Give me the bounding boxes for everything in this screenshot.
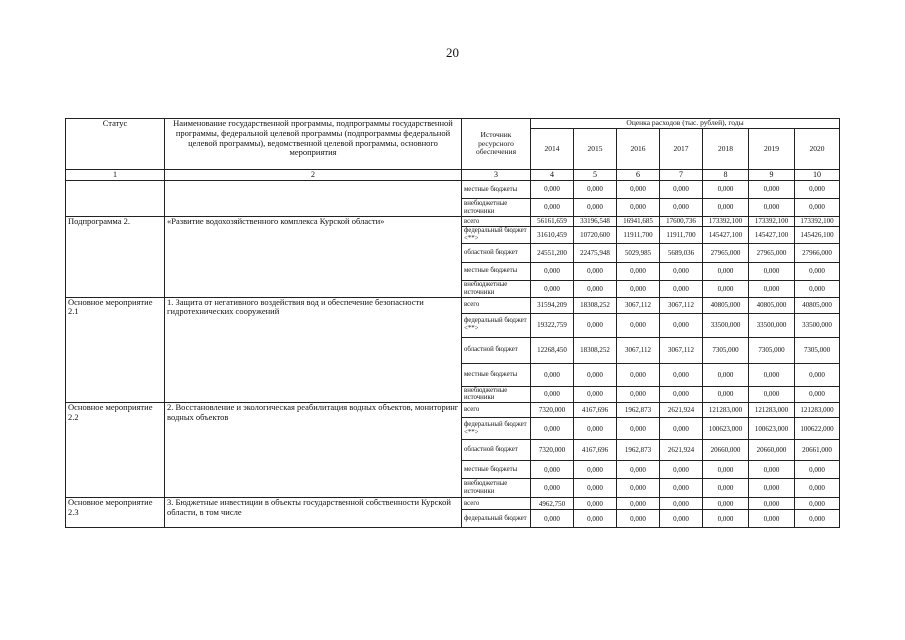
value-cell: 145427,100 <box>703 227 749 244</box>
column-number: 2 <box>165 170 462 181</box>
value-cell: 173392,100 <box>795 217 840 227</box>
source-cell: внебюджетные источники <box>462 280 531 297</box>
source-cell: областной бюджет <box>462 243 531 262</box>
status-cell: Основное мероприятие 2.2 <box>66 403 165 498</box>
value-cell: 1962,873 <box>617 403 660 418</box>
value-cell: 0,000 <box>574 461 617 479</box>
value-cell: 0,000 <box>703 479 749 498</box>
value-cell: 0,000 <box>703 461 749 479</box>
value-cell: 0,000 <box>531 363 574 386</box>
value-cell: 0,000 <box>531 479 574 498</box>
value-cell: 3067,112 <box>617 297 660 313</box>
value-cell: 0,000 <box>749 498 795 510</box>
value-cell: 24551,200 <box>531 243 574 262</box>
value-cell: 19322,759 <box>531 313 574 337</box>
value-cell: 0,000 <box>703 510 749 528</box>
value-cell: 0,000 <box>574 280 617 297</box>
header-status: Статус <box>66 119 165 170</box>
value-cell: 31610,459 <box>531 227 574 244</box>
header-year: 2018 <box>703 129 749 170</box>
value-cell: 0,000 <box>749 510 795 528</box>
value-cell: 3067,112 <box>660 337 703 363</box>
value-cell: 173392,100 <box>749 217 795 227</box>
value-cell: 0,000 <box>574 262 617 280</box>
value-cell: 7320,000 <box>531 440 574 461</box>
value-cell: 33500,000 <box>703 313 749 337</box>
source-cell: внебюджетные источники <box>462 386 531 403</box>
value-cell: 0,000 <box>574 199 617 217</box>
value-cell: 0,000 <box>617 479 660 498</box>
value-cell: 2621,924 <box>660 440 703 461</box>
value-cell: 4167,696 <box>574 403 617 418</box>
value-cell: 145426,100 <box>795 227 840 244</box>
value-cell: 0,000 <box>574 498 617 510</box>
value-cell: 40805,000 <box>749 297 795 313</box>
value-cell: 0,000 <box>574 418 617 440</box>
column-number: 1 <box>66 170 165 181</box>
source-cell: всего <box>462 217 531 227</box>
value-cell: 0,000 <box>795 199 840 217</box>
value-cell: 0,000 <box>617 313 660 337</box>
source-cell: федеральный бюджет <**> <box>462 227 531 244</box>
value-cell: 0,000 <box>531 199 574 217</box>
value-cell: 27965,000 <box>703 243 749 262</box>
value-cell: 0,000 <box>660 280 703 297</box>
value-cell: 18308,252 <box>574 337 617 363</box>
table-row <box>66 297 840 313</box>
table-row <box>66 217 840 227</box>
value-cell: 0,000 <box>617 510 660 528</box>
value-cell: 0,000 <box>531 181 574 199</box>
value-cell: 0,000 <box>703 199 749 217</box>
header-year: 2020 <box>795 129 840 170</box>
value-cell: 16941,685 <box>617 217 660 227</box>
budget-table <box>65 118 840 528</box>
value-cell: 0,000 <box>795 262 840 280</box>
source-cell: всего <box>462 498 531 510</box>
value-cell: 0,000 <box>660 313 703 337</box>
value-cell: 0,000 <box>531 262 574 280</box>
value-cell: 0,000 <box>703 386 749 403</box>
program-name-cell: 2. Восстановление и экологическая реабилитация водных объектов, мониторинг водных объектов <box>165 403 462 498</box>
value-cell: 0,000 <box>795 280 840 297</box>
value-cell: 0,000 <box>795 363 840 386</box>
value-cell: 0,000 <box>795 386 840 403</box>
value-cell: 7320,000 <box>531 403 574 418</box>
source-cell: областной бюджет <box>462 440 531 461</box>
value-cell: 0,000 <box>703 181 749 199</box>
value-cell: 0,000 <box>703 363 749 386</box>
value-cell: 0,000 <box>574 386 617 403</box>
value-cell: 0,000 <box>749 479 795 498</box>
value-cell: 0,000 <box>703 498 749 510</box>
header-estimate: Оценка расходов (тыс. рублей), годы <box>531 119 840 129</box>
value-cell: 0,000 <box>617 199 660 217</box>
value-cell: 0,000 <box>617 461 660 479</box>
value-cell: 40805,000 <box>703 297 749 313</box>
value-cell: 0,000 <box>531 418 574 440</box>
header-year: 2015 <box>574 129 617 170</box>
value-cell: 3067,112 <box>617 337 660 363</box>
value-cell: 0,000 <box>617 418 660 440</box>
source-cell: федеральный бюджет <**> <box>462 313 531 337</box>
value-cell: 27966,000 <box>795 243 840 262</box>
value-cell: 100623,000 <box>703 418 749 440</box>
page-number: 20 <box>446 45 459 60</box>
value-cell: 0,000 <box>617 262 660 280</box>
value-cell: 11911,700 <box>660 227 703 244</box>
value-cell: 22475,948 <box>574 243 617 262</box>
source-cell: внебюджетные источники <box>462 479 531 498</box>
header-year: 2019 <box>749 129 795 170</box>
column-number: 5 <box>574 170 617 181</box>
value-cell: 100622,000 <box>795 418 840 440</box>
value-cell: 121283,000 <box>795 403 840 418</box>
value-cell: 0,000 <box>749 461 795 479</box>
value-cell: 0,000 <box>749 199 795 217</box>
source-cell: всего <box>462 403 531 418</box>
value-cell: 7305,000 <box>795 337 840 363</box>
program-name-cell <box>165 181 462 217</box>
table-row <box>66 498 840 510</box>
value-cell: 1962,873 <box>617 440 660 461</box>
value-cell: 0,000 <box>749 280 795 297</box>
source-cell: областной бюджет <box>462 337 531 363</box>
value-cell: 5689,036 <box>660 243 703 262</box>
value-cell: 7305,000 <box>703 337 749 363</box>
value-cell: 0,000 <box>574 313 617 337</box>
value-cell: 173392,100 <box>703 217 749 227</box>
value-cell: 0,000 <box>617 181 660 199</box>
value-cell: 0,000 <box>660 181 703 199</box>
value-cell: 0,000 <box>574 363 617 386</box>
status-cell: Основное мероприятие 2.3 <box>66 498 165 528</box>
value-cell: 17600,736 <box>660 217 703 227</box>
value-cell: 12268,450 <box>531 337 574 363</box>
table-row <box>66 403 840 418</box>
value-cell: 2621,924 <box>660 403 703 418</box>
source-cell: местные бюджеты <box>462 181 531 199</box>
value-cell: 40805,000 <box>795 297 840 313</box>
source-cell: местные бюджеты <box>462 461 531 479</box>
value-cell: 20661,000 <box>795 440 840 461</box>
header-year: 2014 <box>531 129 574 170</box>
value-cell: 33500,000 <box>749 313 795 337</box>
value-cell: 0,000 <box>660 510 703 528</box>
program-name-cell: «Развитие водохозяйственного комплекса Курской области» <box>165 217 462 298</box>
value-cell: 0,000 <box>749 262 795 280</box>
source-cell: внебюджетные источники <box>462 199 531 217</box>
column-number: 4 <box>531 170 574 181</box>
program-name-cell: 1. Защита от негативного воздействия вод и обеспечение безопасности гидротехнических сооружений <box>165 297 462 403</box>
value-cell: 0,000 <box>795 510 840 528</box>
value-cell: 0,000 <box>660 262 703 280</box>
program-name-cell: 3. Бюджетные инвестиции в объекты государственной собственности Курской области, в том числе <box>165 498 462 528</box>
source-cell: федеральный бюджет <**> <box>462 418 531 440</box>
value-cell: 0,000 <box>617 498 660 510</box>
value-cell: 100623,000 <box>749 418 795 440</box>
value-cell: 121283,000 <box>703 403 749 418</box>
status-cell: Подпрограмма 2. <box>66 217 165 298</box>
value-cell: 0,000 <box>660 498 703 510</box>
value-cell: 0,000 <box>574 479 617 498</box>
value-cell: 0,000 <box>574 510 617 528</box>
value-cell: 0,000 <box>660 199 703 217</box>
value-cell: 0,000 <box>749 386 795 403</box>
value-cell: 56161,659 <box>531 217 574 227</box>
value-cell: 7305,000 <box>749 337 795 363</box>
value-cell: 3067,112 <box>660 297 703 313</box>
value-cell: 0,000 <box>795 479 840 498</box>
value-cell: 11911,700 <box>617 227 660 244</box>
column-number: 6 <box>617 170 660 181</box>
source-cell: местные бюджеты <box>462 363 531 386</box>
value-cell: 0,000 <box>660 461 703 479</box>
value-cell: 0,000 <box>574 181 617 199</box>
value-cell: 0,000 <box>703 280 749 297</box>
value-cell: 0,000 <box>660 418 703 440</box>
column-number: 10 <box>795 170 840 181</box>
value-cell: 10720,600 <box>574 227 617 244</box>
value-cell: 27965,000 <box>749 243 795 262</box>
source-cell: всего <box>462 297 531 313</box>
value-cell: 20660,000 <box>749 440 795 461</box>
status-cell <box>66 181 165 217</box>
value-cell: 0,000 <box>531 386 574 403</box>
value-cell: 145427,100 <box>749 227 795 244</box>
value-cell: 0,000 <box>617 280 660 297</box>
value-cell: 0,000 <box>703 262 749 280</box>
table-row <box>66 181 840 199</box>
column-number: 7 <box>660 170 703 181</box>
header-year: 2017 <box>660 129 703 170</box>
value-cell: 0,000 <box>660 386 703 403</box>
value-cell: 0,000 <box>660 363 703 386</box>
column-number: 8 <box>703 170 749 181</box>
value-cell: 0,000 <box>795 498 840 510</box>
value-cell: 0,000 <box>660 479 703 498</box>
value-cell: 0,000 <box>617 386 660 403</box>
value-cell: 0,000 <box>749 181 795 199</box>
table-body <box>66 181 840 528</box>
value-cell: 4962,750 <box>531 498 574 510</box>
value-cell: 18308,252 <box>574 297 617 313</box>
status-cell: Основное мероприятие 2.1 <box>66 297 165 403</box>
value-cell: 0,000 <box>531 280 574 297</box>
source-cell: федеральный бюджет <box>462 510 531 528</box>
value-cell: 5029,985 <box>617 243 660 262</box>
value-cell: 0,000 <box>795 181 840 199</box>
header-year: 2016 <box>617 129 660 170</box>
value-cell: 20660,000 <box>703 440 749 461</box>
value-cell: 0,000 <box>531 461 574 479</box>
header-name: Наименование государственной программы, подпрограммы государственной программы, федеральной целевой программы (подпрограммы федеральной целевой программы), ведомственной целевой программы, основного мероприятия <box>165 119 462 170</box>
value-cell: 33500,000 <box>795 313 840 337</box>
column-number: 3 <box>462 170 531 181</box>
value-cell: 0,000 <box>617 363 660 386</box>
value-cell: 33196,548 <box>574 217 617 227</box>
value-cell: 31594,209 <box>531 297 574 313</box>
value-cell: 0,000 <box>531 510 574 528</box>
source-cell: местные бюджеты <box>462 262 531 280</box>
header-source: Источник ресурсного обеспечения <box>462 119 531 170</box>
column-number: 9 <box>749 170 795 181</box>
value-cell: 4167,696 <box>574 440 617 461</box>
value-cell: 0,000 <box>795 461 840 479</box>
value-cell: 0,000 <box>749 363 795 386</box>
value-cell: 121283,000 <box>749 403 795 418</box>
